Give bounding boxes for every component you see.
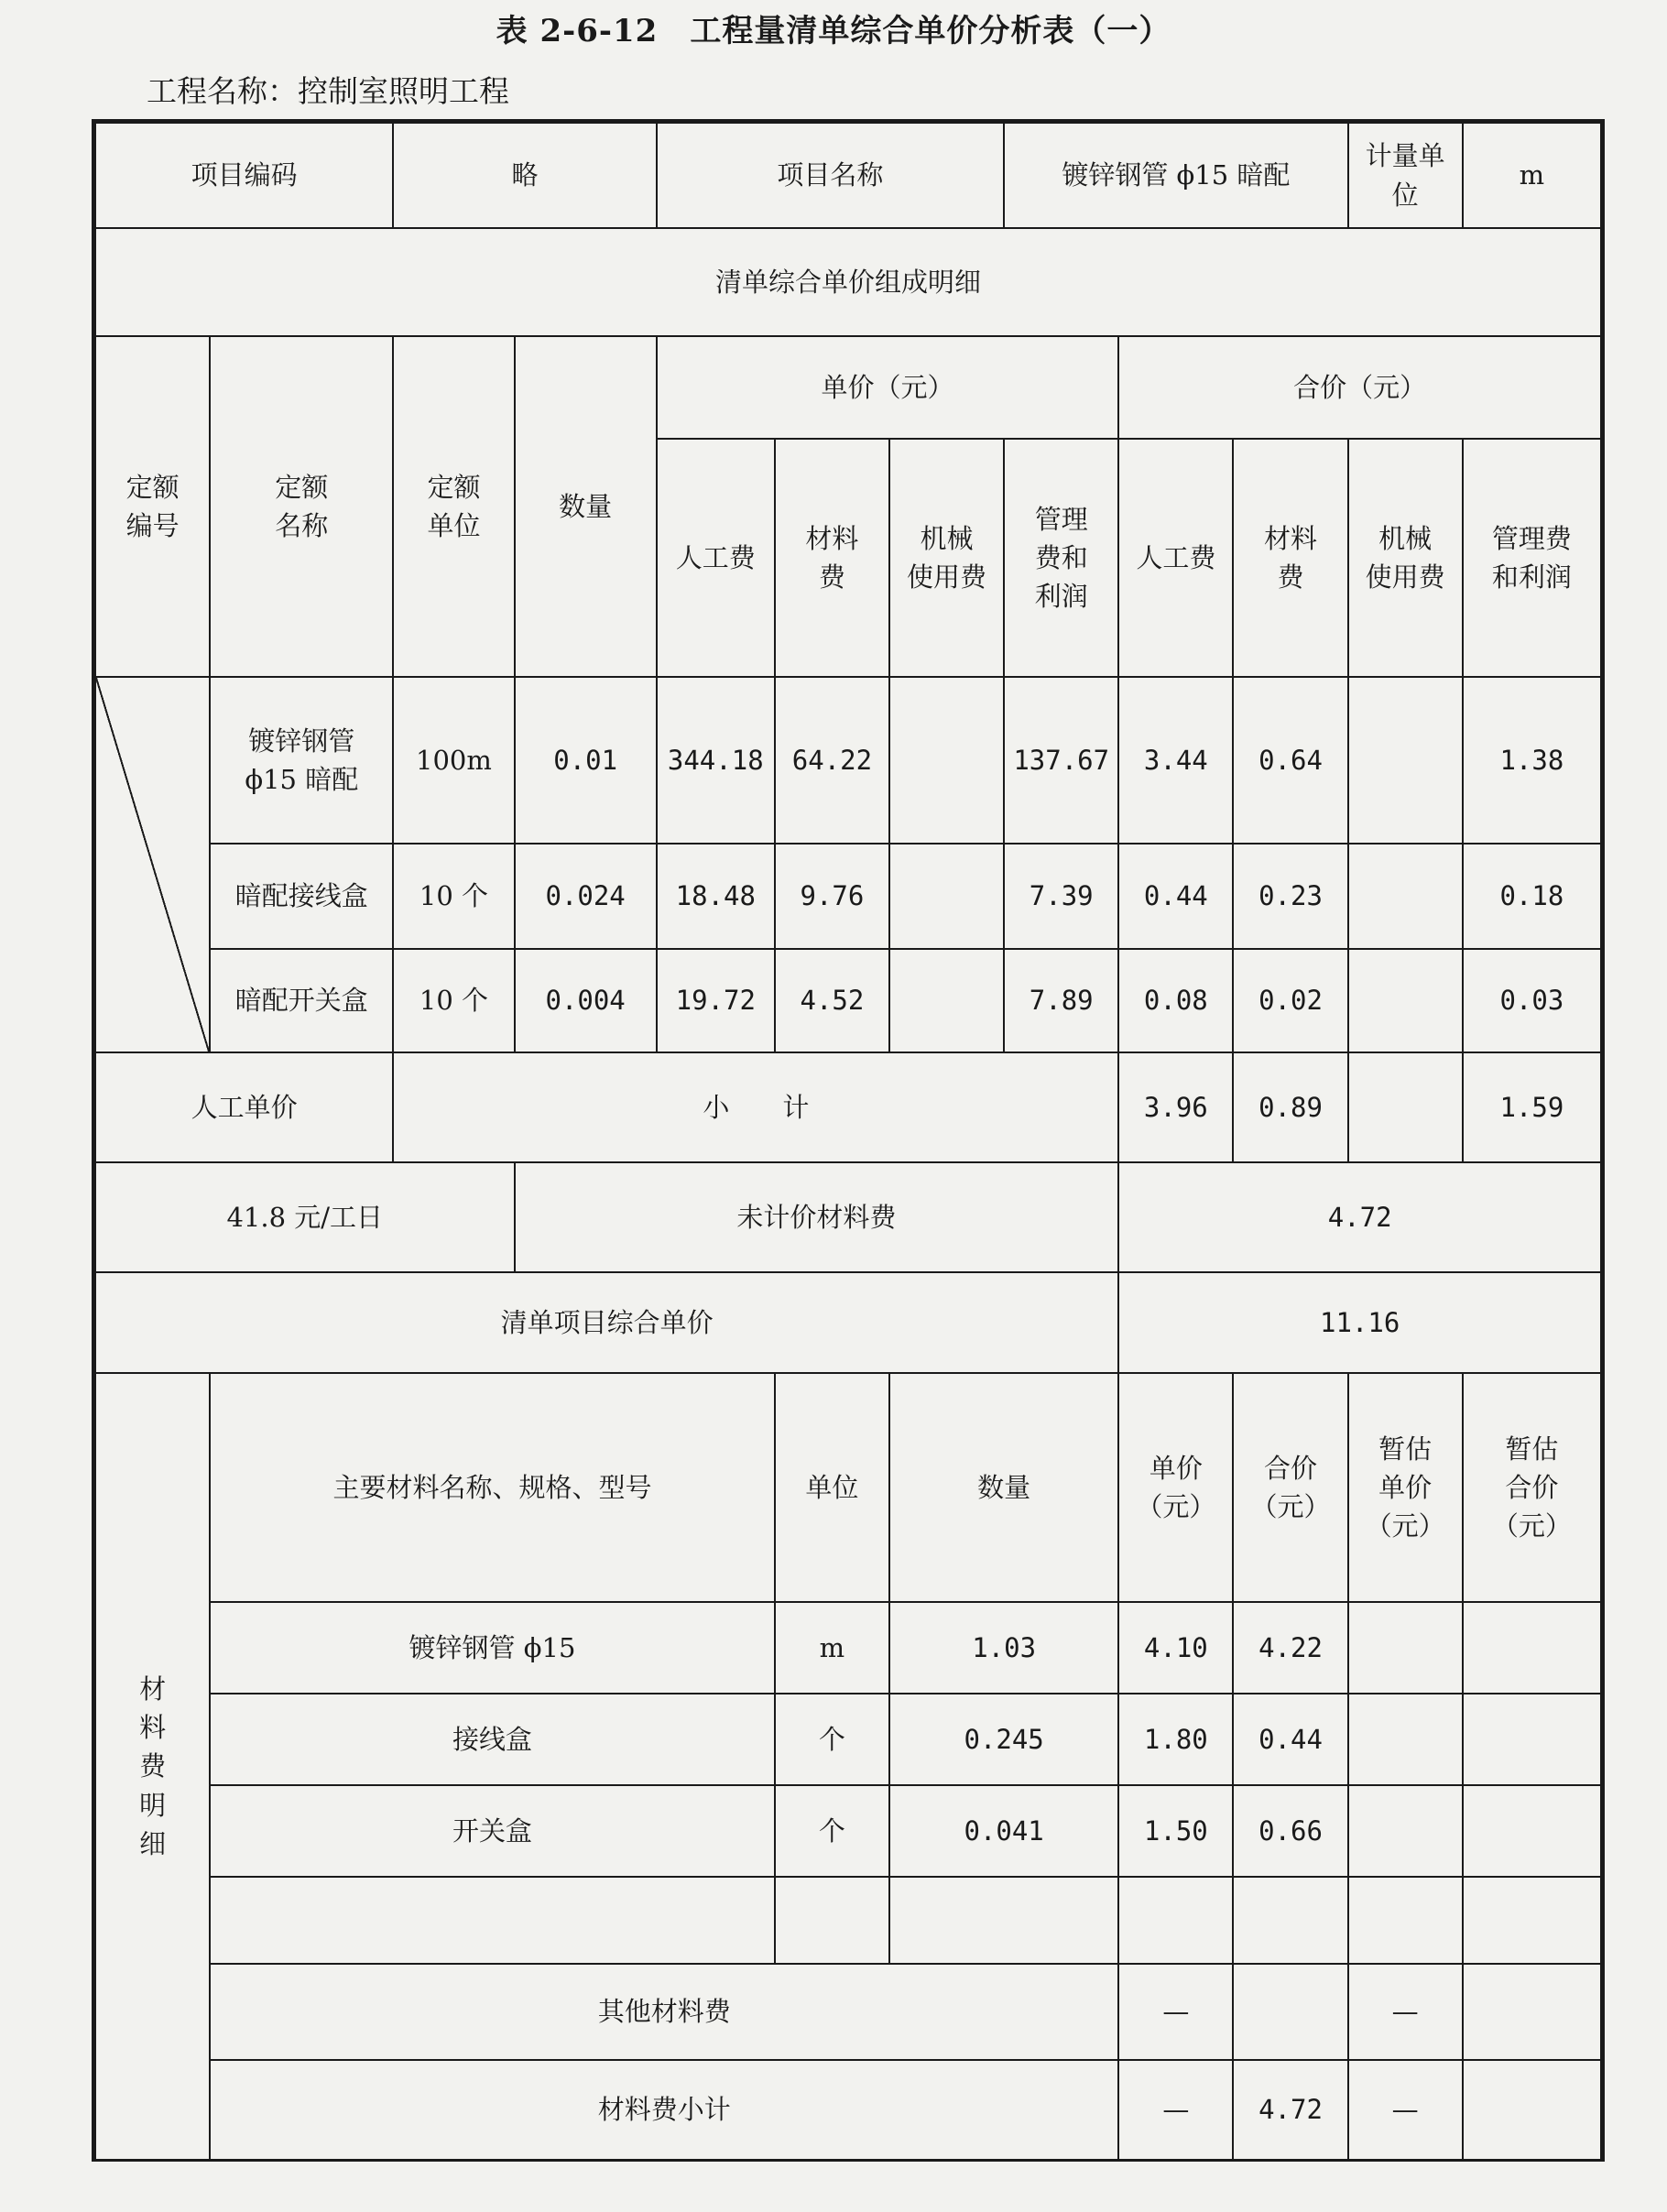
- material-est-price-cell: [1348, 1877, 1463, 1964]
- unpriced-material-row: [95, 1162, 1601, 1272]
- material-subtotal-est-price: —: [1348, 2060, 1463, 2160]
- col-quota-name: 定额 名称: [210, 336, 393, 677]
- material-subtotal-est-total: [1463, 2060, 1601, 2160]
- subtotal-mgmt: 1.59: [1463, 1052, 1601, 1162]
- subtotal-row: [95, 1052, 1601, 1162]
- materials-header-row: [95, 1373, 1601, 1602]
- material-subtotal-total: 4.72: [1233, 2060, 1347, 2160]
- table-title: 表 2-6-12 工程量清单综合单价分析表（一）: [496, 13, 1171, 49]
- labor-unit-price-value: 41.8 元/工日: [95, 1162, 515, 1272]
- materials-col-est-total: 暂估 合价 （元）: [1463, 1373, 1601, 1602]
- col-total-mgmt: 管理费 和利润: [1463, 439, 1601, 677]
- total-material-cell: 0.64: [1233, 677, 1347, 844]
- material-subtotal-price: —: [1118, 2060, 1233, 2160]
- labor-cell: 19.72: [657, 949, 775, 1052]
- other-material-est-total: [1463, 1964, 1601, 2060]
- material-qty-cell: 0.041: [889, 1785, 1118, 1877]
- col-total-price-group: 合价（元）: [1118, 336, 1601, 439]
- subtotal-label: 小 计: [393, 1052, 1118, 1162]
- col-machine: 机械 使用费: [889, 439, 1004, 677]
- table-row: [95, 844, 1601, 949]
- col-quota-code: 定额 编号: [95, 336, 210, 677]
- material-total-cell: 4.22: [1233, 1602, 1347, 1694]
- material-name-cell: 开关盒: [210, 1785, 775, 1877]
- machine-cell: [889, 949, 1004, 1052]
- subtotal-machine: [1348, 1052, 1463, 1162]
- quota-name-cell: 暗配开关盒: [210, 949, 393, 1052]
- unit-price-analysis-table: [94, 122, 1602, 2161]
- detail-title: 清单综合单价组成明细: [95, 228, 1601, 336]
- quota-unit-cell: 10 个: [393, 844, 514, 949]
- quota-name-cell: 暗配接线盒: [210, 844, 393, 949]
- material-subtotal-row: [95, 2060, 1601, 2160]
- col-total-labor: 人工费: [1118, 439, 1233, 677]
- subtotal-labor: 3.96: [1118, 1052, 1233, 1162]
- materials-col-total: 合价 （元）: [1233, 1373, 1347, 1602]
- material-row: [95, 1694, 1601, 1785]
- materials-col-qty: 数量: [889, 1373, 1118, 1602]
- quantity-cell: 0.01: [515, 677, 657, 844]
- quota-name-cell: 镀锌钢管 ϕ15 暗配: [210, 677, 393, 844]
- material-est-total-cell: [1463, 1602, 1601, 1694]
- col-mgmt: 管理 费和 利润: [1004, 439, 1118, 677]
- material-est-price-cell: [1348, 1694, 1463, 1785]
- material-subtotal-label: 材料费小计: [210, 2060, 1118, 2160]
- materials-col-name: 主要材料名称、规格、型号: [210, 1373, 775, 1602]
- composite-unit-price-label: 清单项目综合单价: [95, 1272, 1118, 1373]
- materials-col-unit: 单位: [775, 1373, 889, 1602]
- total-labor-cell: 0.08: [1118, 949, 1233, 1052]
- mgmt-cell: 137.67: [1004, 677, 1118, 844]
- other-material-est-price: —: [1348, 1964, 1463, 2060]
- material-unit-cell: [775, 1877, 889, 1964]
- material-cell: 64.22: [775, 677, 889, 844]
- material-price-cell: 1.80: [1118, 1694, 1233, 1785]
- material-row: [95, 1602, 1601, 1694]
- quantity-cell: 0.004: [515, 949, 657, 1052]
- quota-unit-cell: 100m: [393, 677, 514, 844]
- other-material-row: [95, 1964, 1601, 2060]
- total-mgmt-cell: 0.03: [1463, 949, 1601, 1052]
- col-unit-price-group: 单价（元）: [657, 336, 1119, 439]
- material-price-cell: 1.50: [1118, 1785, 1233, 1877]
- unit-label: 计量单位: [1348, 123, 1463, 228]
- material-price-cell: 4.10: [1118, 1602, 1233, 1694]
- composite-price-row: [95, 1272, 1601, 1373]
- labor-cell: 344.18: [657, 677, 775, 844]
- material-cell: 9.76: [775, 844, 889, 949]
- total-labor-cell: 3.44: [1118, 677, 1233, 844]
- material-qty-cell: 1.03: [889, 1602, 1118, 1694]
- total-labor-cell: 0.44: [1118, 844, 1233, 949]
- header-row: [95, 123, 1601, 228]
- total-material-cell: 0.02: [1233, 949, 1347, 1052]
- material-name-cell: [210, 1877, 775, 1964]
- material-row: [95, 1877, 1601, 1964]
- unit-value: m: [1463, 123, 1601, 228]
- table-row: [95, 677, 1601, 844]
- material-unit-cell: 个: [775, 1785, 889, 1877]
- col-total-machine: 机械 使用费: [1348, 439, 1463, 677]
- materials-col-est-price: 暂估 单价 （元）: [1348, 1373, 1463, 1602]
- quota-unit-cell: 10 个: [393, 949, 514, 1052]
- other-material-price: —: [1118, 1964, 1233, 2060]
- item-name-label: 项目名称: [657, 123, 1004, 228]
- materials-side-label: 材 料 费 明 细: [95, 1373, 210, 2160]
- total-machine-cell: [1348, 844, 1463, 949]
- material-row: [95, 1785, 1601, 1877]
- material-est-total-cell: [1463, 1877, 1601, 1964]
- item-code-label: 项目编码: [95, 123, 393, 228]
- total-material-cell: 0.23: [1233, 844, 1347, 949]
- item-code-value: 略: [393, 123, 656, 228]
- analysis-sheet: [92, 119, 1605, 2162]
- machine-cell: [889, 677, 1004, 844]
- material-total-cell: [1233, 1877, 1347, 1964]
- material-qty-cell: [889, 1877, 1118, 1964]
- labor-cell: 18.48: [657, 844, 775, 949]
- material-est-total-cell: [1463, 1785, 1601, 1877]
- subtotal-material: 0.89: [1233, 1052, 1347, 1162]
- material-est-total-cell: [1463, 1694, 1601, 1785]
- total-mgmt-cell: 0.18: [1463, 844, 1601, 949]
- other-material-total: [1233, 1964, 1347, 2060]
- item-name-value: 镀锌钢管 ϕ15 暗配: [1004, 123, 1347, 228]
- material-unit-cell: m: [775, 1602, 889, 1694]
- material-name-cell: 接线盒: [210, 1694, 775, 1785]
- material-cell: 4.52: [775, 949, 889, 1052]
- total-machine-cell: [1348, 677, 1463, 844]
- material-name-cell: 镀锌钢管 ϕ15: [210, 1602, 775, 1694]
- mgmt-cell: 7.39: [1004, 844, 1118, 949]
- machine-cell: [889, 844, 1004, 949]
- quantity-cell: 0.024: [515, 844, 657, 949]
- mgmt-cell: 7.89: [1004, 949, 1118, 1052]
- other-material-label: 其他材料费: [210, 1964, 1118, 2060]
- total-machine-cell: [1348, 949, 1463, 1052]
- material-unit-cell: 个: [775, 1694, 889, 1785]
- quota-code-cell: [95, 677, 210, 1052]
- unpriced-material-value: 4.72: [1118, 1162, 1601, 1272]
- col-total-material: 材料 费: [1233, 439, 1347, 677]
- labor-unit-price-label: 人工单价: [95, 1052, 393, 1162]
- materials-col-price: 单价 （元）: [1118, 1373, 1233, 1602]
- col-quota-unit: 定额 单位: [393, 336, 514, 677]
- col-labor: 人工费: [657, 439, 775, 677]
- composite-unit-price-value: 11.16: [1118, 1272, 1601, 1373]
- material-price-cell: [1118, 1877, 1233, 1964]
- col-quantity: 数量: [515, 336, 657, 677]
- unpriced-material-label: 未计价材料费: [515, 1162, 1119, 1272]
- table-row: [95, 949, 1601, 1052]
- material-est-price-cell: [1348, 1602, 1463, 1694]
- material-est-price-cell: [1348, 1785, 1463, 1877]
- material-total-cell: 0.66: [1233, 1785, 1347, 1877]
- col-material: 材料 费: [775, 439, 889, 677]
- material-total-cell: 0.44: [1233, 1694, 1347, 1785]
- material-qty-cell: 0.245: [889, 1694, 1118, 1785]
- project-name: 工程名称：控制室照明工程: [147, 73, 509, 109]
- total-mgmt-cell: 1.38: [1463, 677, 1601, 844]
